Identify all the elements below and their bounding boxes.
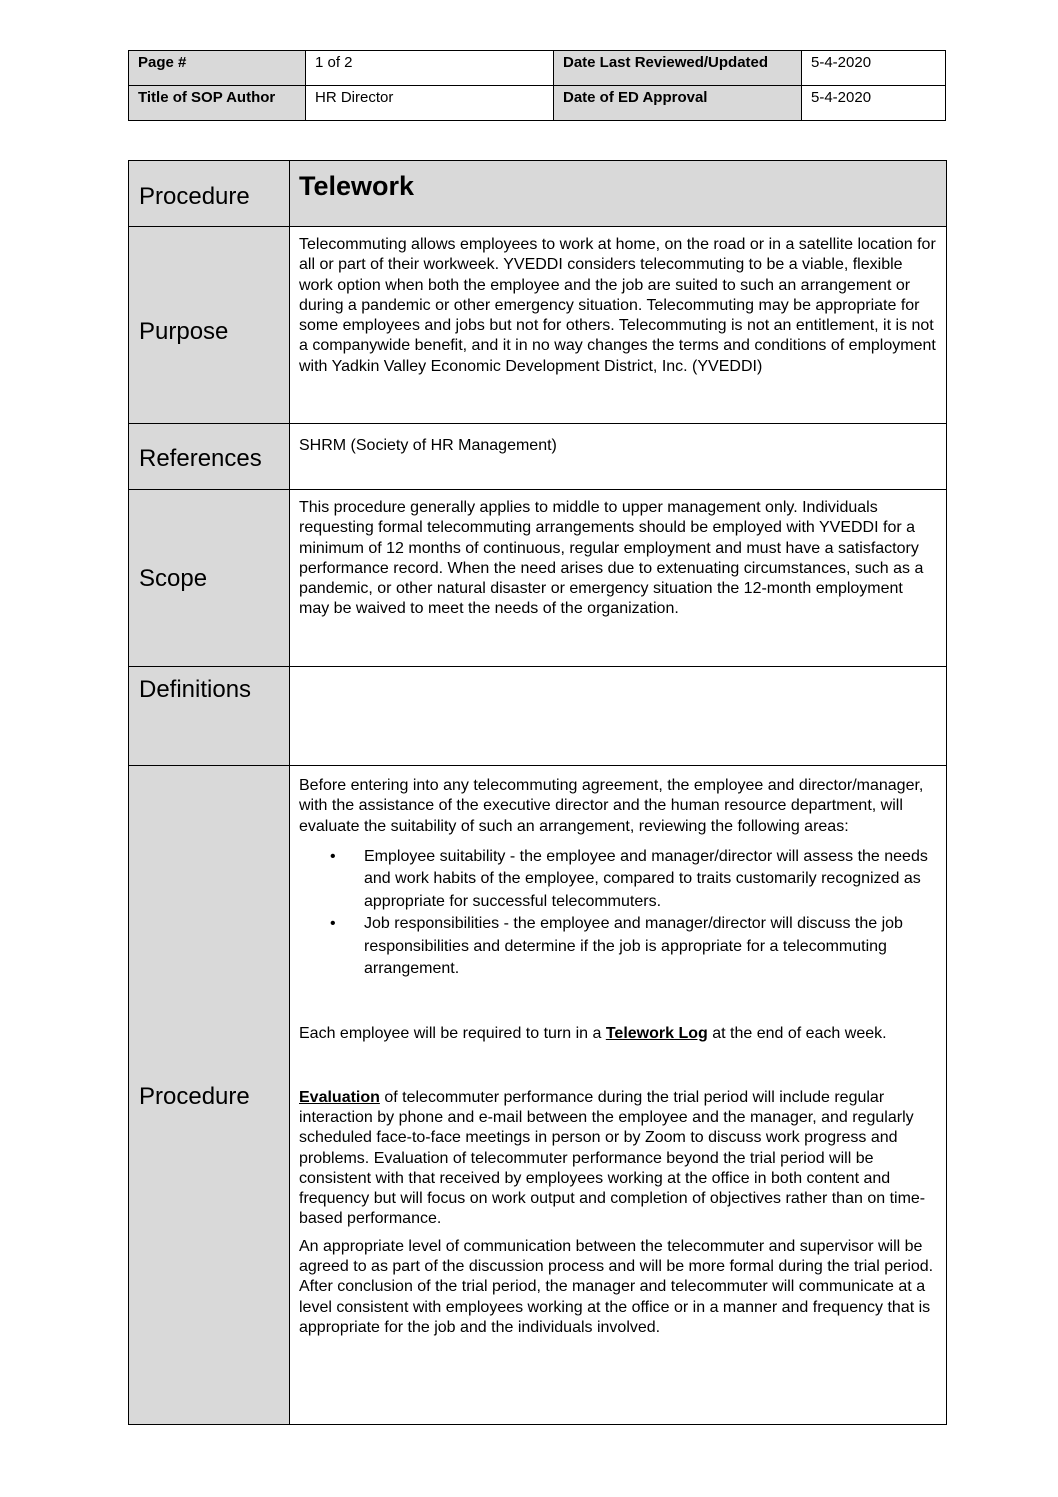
references-row — [129, 424, 947, 490]
list-item — [330, 913, 936, 980]
references-label: References — [129, 424, 290, 490]
purpose-text: Telecommuting allows employees to work at home, on the road or in a satellite location for all or part of their workweek. YVEDDI considers telecommuting to be a viable, flexible work option when both the employee and the job are suited to such an arrangement or during a pandemic or other emergency situation. Telecommuting may be appropriate for some employees and jobs but not for others. Telecommuting is not an entitlement, it is not a companywide benefit, and it in no way changes the terms and conditions of employment with Yadkin Valley Economic Development District, Inc. (YVEDDI) — [290, 227, 947, 424]
telework-log-link: Telework Log — [605, 1025, 708, 1043]
suitability-bullet-list — [299, 846, 936, 980]
author-value: HR Director — [306, 86, 554, 121]
bullet-text-job-responsibilities: Job responsibilities - the employee and manager/director will discuss the job responsibilities and determine if the job is appropriate for a telecommuting arrangement. — [364, 915, 903, 977]
sop-header-table — [128, 50, 946, 121]
bullet-icon: • — [330, 847, 336, 865]
definitions-label: Definitions — [129, 667, 290, 766]
procedure-steps-content — [290, 766, 947, 1425]
telework-log-paragraph — [299, 1024, 936, 1044]
purpose-row — [129, 227, 947, 424]
scope-row — [129, 490, 947, 667]
procedure-title-row — [129, 161, 947, 227]
evaluation-paragraph — [299, 1088, 936, 1230]
header-row-1 — [129, 51, 946, 86]
references-text: SHRM (Society of HR Management) — [290, 424, 947, 490]
scope-text: This procedure generally applies to middle to upper management only. Individuals requesting formal telecommuting arrangements should be employed with YVEDDI for a minimum of 12 months of continuous, regular employment and must have a satisfactory performance record. When the need arises due to extenuating circumstances, such as a pandemic, or other natural disaster or emergency situation the 12-month employment may be waived to meet the needs of the organization. — [290, 490, 947, 667]
procedure-steps-row — [129, 766, 947, 1425]
bullet-text-employee-suitability: Employee suitability - the employee and manager/director will assess the needs and work habits of the employee, compared to traits customarily recognized as appropriate for successful telecommuters. — [364, 847, 928, 910]
spacer — [299, 1045, 936, 1088]
date-reviewed-label: Date Last Reviewed/Updated — [554, 51, 802, 86]
page-number-label: Page # — [129, 51, 306, 86]
procedure-table — [128, 160, 947, 1425]
evaluation-text: of telecommuter performance during the trial period will include regular interaction by phone and e-mail between the employee and the manager, and regularly scheduled face-to-face meetings in person or by Zoom to discuss work progress and problems. Evaluation of telecommuter performance beyond the trial period will be consistent with that received by employees working at the office in both content and frequency but will focus on work output and completion of objectives rather than on time-based performance. — [299, 1088, 926, 1228]
author-label: Title of SOP Author — [129, 86, 306, 121]
bullet-icon: • — [330, 915, 336, 933]
definitions-row — [129, 667, 947, 766]
telework-log-text-before: Each employee will be required to turn in a — [299, 1025, 606, 1043]
definitions-text — [290, 667, 947, 766]
procedure-steps-label: Procedure — [129, 766, 290, 1425]
purpose-label: Purpose — [129, 227, 290, 424]
procedure-title: Telework — [290, 161, 947, 227]
communication-paragraph: An appropriate level of communication between the telecommuter and supervisor will be agreed to as part of the discussion process and will be more formal during the trial period. After conclusion of the trial period, the manager and telecommuter will communicate at a level consistent with employees working at the office or in a manner and frequency that is appropriate for the job and the individuals involved. — [299, 1237, 934, 1336]
approval-date-value: 5-4-2020 — [802, 86, 946, 121]
page-number-value: 1 of 2 — [306, 51, 554, 86]
list-item — [330, 846, 936, 913]
scope-label: Scope — [129, 490, 290, 667]
approval-date-label: Date of ED Approval — [554, 86, 802, 121]
procedure-title-label: Procedure — [129, 161, 290, 227]
telework-log-text-after: at the end of each week. — [707, 1025, 887, 1043]
date-reviewed-value: 5-4-2020 — [802, 51, 946, 86]
evaluation-term: Evaluation — [299, 1088, 380, 1106]
spacer — [299, 980, 936, 1024]
spacer — [299, 1230, 936, 1237]
header-row-2 — [129, 86, 946, 121]
procedure-intro-paragraph: Before entering into any telecommuting agreement, the employee and director/manager, with the assistance of the executive director and the human resource department, will evaluate the suitability of such an arrangement, reviewing the following areas: — [299, 777, 924, 835]
